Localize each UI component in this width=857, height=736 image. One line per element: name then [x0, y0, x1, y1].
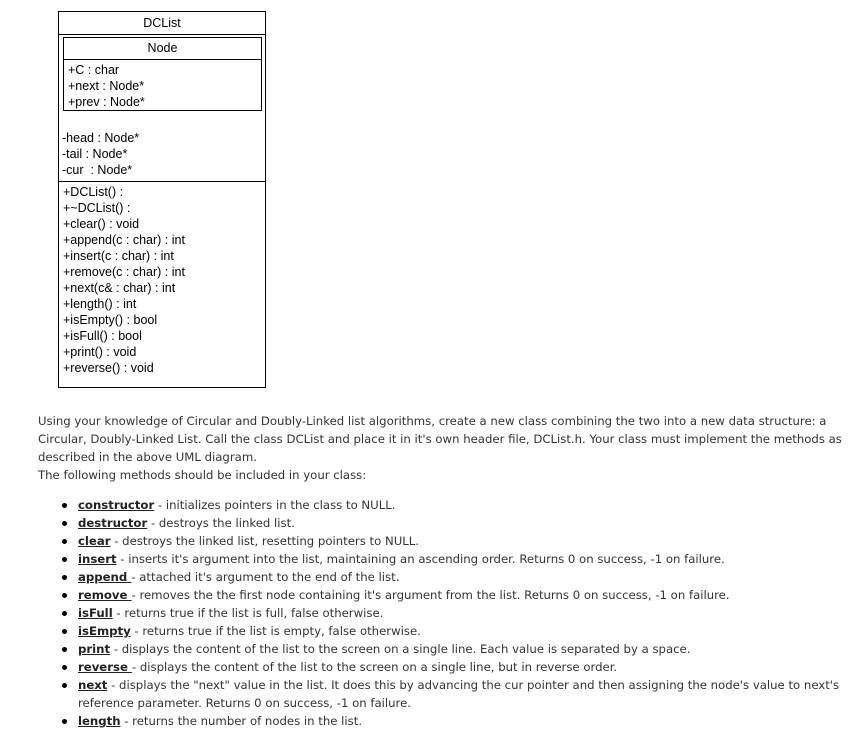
list-item	[62, 604, 842, 622]
method-desc: - displays the content of the list to the screen on a single line, but in reverse order.	[131, 660, 618, 674]
uml-method: +~DCList() :	[63, 201, 131, 215]
method-desc: - removes the the first node containing it's argument from the list. Returns 0 on success, -1 on failure.	[131, 588, 730, 602]
list-item	[62, 496, 842, 514]
method-name: print	[78, 642, 111, 656]
method-name: isEmpty	[78, 624, 131, 638]
method-desc: - destroys the linked list, resetting pointers to NULL.	[110, 534, 419, 548]
uml-methods	[63, 184, 185, 376]
method-name: append	[78, 570, 132, 584]
uml-method: +DCList() :	[63, 185, 124, 199]
uml-method: +insert(c : char) : int	[63, 249, 174, 263]
uml-private-field: -tail : Node*	[62, 147, 128, 161]
list-item	[62, 658, 842, 676]
list-item	[62, 622, 842, 640]
method-desc: - displays the content of the list to the screen on a single line. Each value is separated by a space.	[110, 642, 691, 656]
uml-node-class	[63, 37, 262, 111]
method-desc: - returns the number of nodes in the list.	[120, 714, 363, 728]
uml-private-field: -cur : Node*	[62, 163, 133, 177]
assignment-description	[38, 412, 848, 484]
method-name: destructor	[78, 516, 148, 530]
list-item	[62, 514, 842, 532]
list-item	[62, 712, 842, 730]
uml-node-field: +prev : Node*	[68, 95, 145, 109]
list-item	[62, 550, 842, 568]
list-item	[62, 640, 842, 658]
method-desc: - returns true if the list is full, false otherwise.	[112, 606, 384, 620]
uml-divider	[59, 181, 265, 182]
method-desc: - attached it's argument to the end of the list.	[131, 570, 400, 584]
uml-node-title: Node	[64, 38, 261, 60]
uml-class-diagram	[58, 11, 266, 388]
uml-method: +append(c : char) : int	[63, 233, 185, 247]
uml-class-title: DCList	[59, 12, 265, 35]
uml-method: +length() : int	[63, 297, 137, 311]
uml-method: +remove(c : char) : int	[63, 265, 185, 279]
method-name: remove	[78, 588, 132, 602]
uml-method: +print() : void	[63, 345, 137, 359]
method-name: length	[78, 714, 121, 728]
list-item	[62, 532, 842, 550]
method-desc: - returns true if the list is empty, false otherwise.	[130, 624, 421, 638]
uml-private-fields	[62, 130, 139, 178]
method-desc: - inserts it's argument into the list, maintaining an ascending order. Returns 0 on success, -1 on failure.	[116, 552, 725, 566]
list-item	[62, 676, 842, 712]
method-list	[62, 496, 842, 730]
method-name: reverse	[78, 660, 132, 674]
method-name: insert	[78, 552, 117, 566]
method-desc: - destroys the linked list.	[147, 516, 295, 530]
uml-method: +isEmpty() : bool	[63, 313, 158, 327]
list-item	[62, 568, 842, 586]
description-paragraph: Using your knowledge of Circular and Doubly-Linked list algorithms, create a new class combining the two into a new data structure: a Circular, Doubly-Linked List. Call the class DCList and place it in it's own header file, DCList.h. Your class must implement the methods as described in the above UML diagram.	[38, 414, 842, 464]
uml-method: +clear() : void	[63, 217, 140, 231]
method-desc: - initializes pointers in the class to NULL.	[154, 498, 396, 512]
uml-private-field: -head : Node*	[62, 131, 140, 145]
method-name: next	[78, 678, 108, 692]
list-item	[62, 586, 842, 604]
method-name: isFull	[78, 606, 113, 620]
description-intro: The following methods should be included in your class:	[38, 468, 367, 482]
uml-node-fields	[64, 60, 261, 110]
uml-method: +reverse() : void	[63, 361, 154, 375]
uml-method: +next(c& : char) : int	[63, 281, 176, 295]
method-name: clear	[78, 534, 111, 548]
uml-method: +isFull() : bool	[63, 329, 142, 343]
uml-node-field: +C : char	[68, 63, 120, 77]
method-desc: - displays the "next" value in the list. It does this by advancing the cur pointer and then assigning the node's value to next's reference parameter. Returns 0 on success, -1 on failure.	[78, 678, 840, 710]
method-name: constructor	[78, 498, 155, 512]
uml-node-field: +next : Node*	[68, 79, 145, 93]
